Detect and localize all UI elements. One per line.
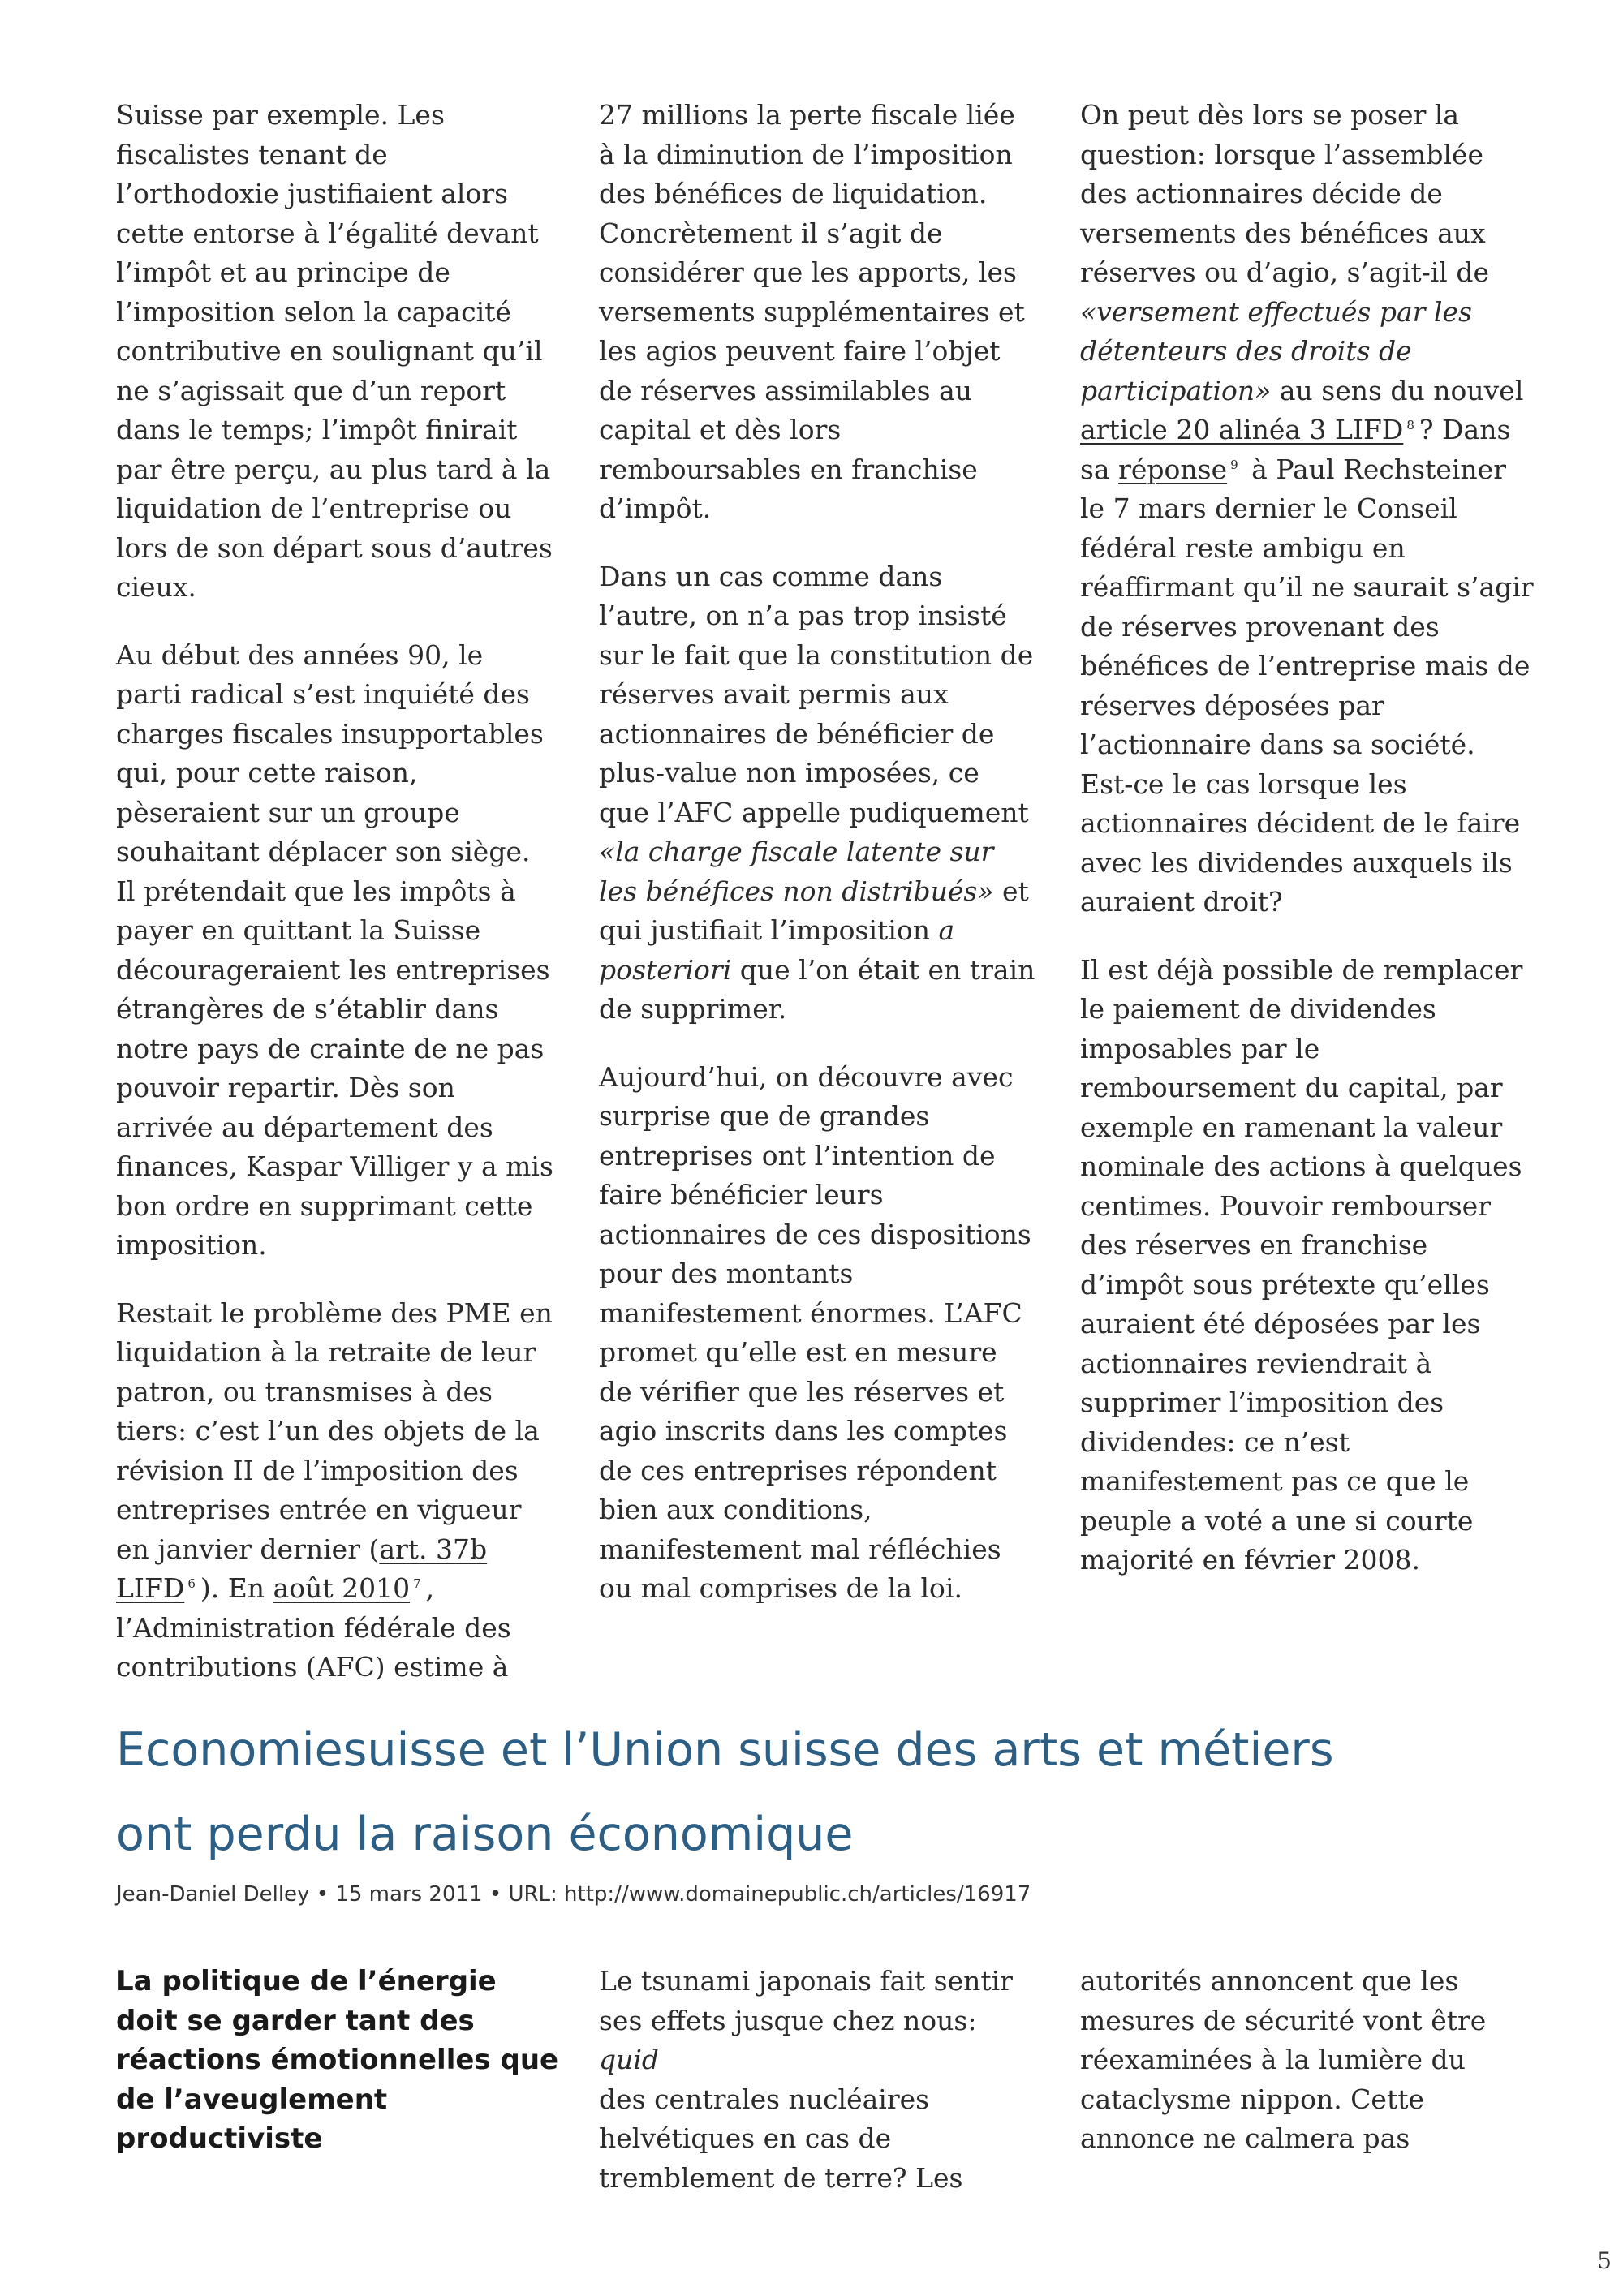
footnote-ref: 9 (1230, 457, 1238, 472)
article-title (116, 1708, 1577, 1877)
paragraph: Aujourd’hui, on découvre avec surprise que de grandes entreprises ont l’intention de faire bénéficier leurs actionnaires de ces dispositions pour des montants manifestement énormes. L’AFC promet qu’elle est en mesure de vérifier que les réserves et agio inscrits dans les comptes de ces entreprises répondent bien aux conditions, manifestement mal réfléchies ou mal comprises de la loi. (599, 1060, 1031, 1604)
paragraph: Restait le problème des PME en liquidation à la retraite de leur patron, ou transmises à des tiers: c’est l’un des objets de la révision II de l’imposition des entreprises entrée en vigueur en janvier dernier (art. 37b LIFD $^6$ ). En août 2010 $^7$ , l’Administration fédérale des contributions (AFC) estime à (116, 1296, 553, 1683)
link-reponse[interactable]: réponse (1118, 453, 1228, 485)
quote: «versement effectués par les détenteurs des droits de participation» (1080, 295, 1472, 406)
paragraph: 27 millions la perte fiscale liée à la diminution de l’imposition des bénéfices de liquidation. Concrètement il s’agit de considérer que les apports, les versements supplémentaires et les agios peuvent faire l’objet de réserves assimilables au capital et dès lors remboursables en franchise d’impôt. (599, 99, 1025, 524)
footnote-ref: 7 (413, 1576, 421, 1591)
link-aout-2010[interactable]: août 2010 (273, 1572, 411, 1604)
link-article-20-lifd[interactable]: article 20 alinéa 3 LIFD (1080, 414, 1404, 445)
text-column-3 (1080, 96, 1535, 1609)
text-column-2 (599, 96, 1037, 1637)
text-column-1 (116, 96, 554, 1716)
paragraph: Au début des années 90, le parti radical s’est inquiété des charges fiscales insupportables qui, pour cette raison, pèseraient sur un groupe souhaitant déplacer son siège. Il prétendait que les impôts à payer en quittant la Suisse décourageraient les entreprises étrangères de s’établir dans notre pays de crainte de ne pas pouvoir repartir. Dès son arrivée au département des finances, Kaspar Villiger y a mis bon ordre en supprimant cette imposition. (116, 638, 553, 1261)
latin-term: a posteriori (599, 914, 955, 986)
footnote-ref: 8 (1406, 418, 1414, 432)
quote: «la charge fiscale latente sur les bénéfices non distribués» (599, 836, 994, 907)
article-byline: Jean-Daniel Delley • 15 mars 2011 • URL: http://www.domainepublic.ch/articles/16917 (116, 1882, 1031, 1907)
paragraph: Il est déjà possible de remplacer le paiement de dividendes imposables par le remboursement du capital, par exemple en ramenant la valeur nominale des actions à quelques centimes. Pouvoir rembourser des réserves en franchise d’impôt sous prétexte qu’elles auraient été déposées par les actionnaires reviendrait à supprimer l’imposition des dividendes: ce n’est manifestement pas ce que le peuple a voté a une si courte majorité en février 2008. (1080, 953, 1523, 1576)
article-body-column-2: Le tsunami japonais fait sentir ses effets jusque chez nous: quid des centrales nucléaires helvétiques en cas de tremblement de terre? Les (599, 1965, 1013, 2194)
article-lead: La politique de l’énergie doit se garder tant des réactions émotionnelles que de l’aveuglement productiviste (116, 1965, 559, 2155)
paragraph: Dans un cas comme dans l’autre, on n’a pas trop insisté sur le fait que la constitution de réserves avait permis aux actionnaires de bénéficier de plus-value non imposées, ce que l’AFC appelle pudiquement «la charge fiscale latente sur les bénéfices non distribués» et qui justifiait l’imposition a posteriori que l’on était en train de supprimer. (599, 560, 1035, 1025)
page-number: 5 (1597, 2247, 1612, 2274)
paragraph: Suisse par exemple. Les fiscalistes tenant de l’orthodoxie justifiaient alors cette entorse à l’égalité devant l’impôt et au principe de l’imposition selon la capacité contributive en soulignant qu’il ne s’agissait que d’un report dans le temps; l’impôt finirait par être perçu, au plus tard à la liquidation de l’entreprise ou lors de son départ sous d’autres cieux. (116, 99, 553, 603)
footnote-ref: 6 (187, 1576, 196, 1591)
article-title-line: Economiesuisse et l’Union suisse des arts et métiers (116, 1723, 1334, 1777)
article-body-column-3: autorités annoncent que les mesures de sécurité vont être réexaminées à la lumière du cataclysme nippon. Cette annonce ne calmera pas (1080, 1965, 1487, 2154)
paragraph: On peut dès lors se poser la question: lorsque l’assemblée des actionnaires décide de versements des bénéfices aux réserves ou d’agio, s’agit-il de «versement effectués par les détenteurs des droits de participation» au sens du nouvel article 20 alinéa 3 LIFD $^8$ ? Dans sa réponse $^9$ à Paul Rechsteiner le 7 mars dernier le Conseil fédéral reste ambigu en réaffirmant qu’il ne saurait s’agir de réserves provenant des bénéfices de l’entreprise mais de réserves déposées par l’actionnaire dans sa société. Est-ce le cas lorsque les actionnaires décident de le faire avec les dividendes auxquels ils auraient droit? (1080, 99, 1534, 918)
article-title-line: ont perdu la raison économique (116, 1808, 854, 1861)
latin-term: quid (599, 2044, 660, 2075)
link-art-37b-lifd[interactable]: art. 37b LIFD (116, 1533, 488, 1604)
